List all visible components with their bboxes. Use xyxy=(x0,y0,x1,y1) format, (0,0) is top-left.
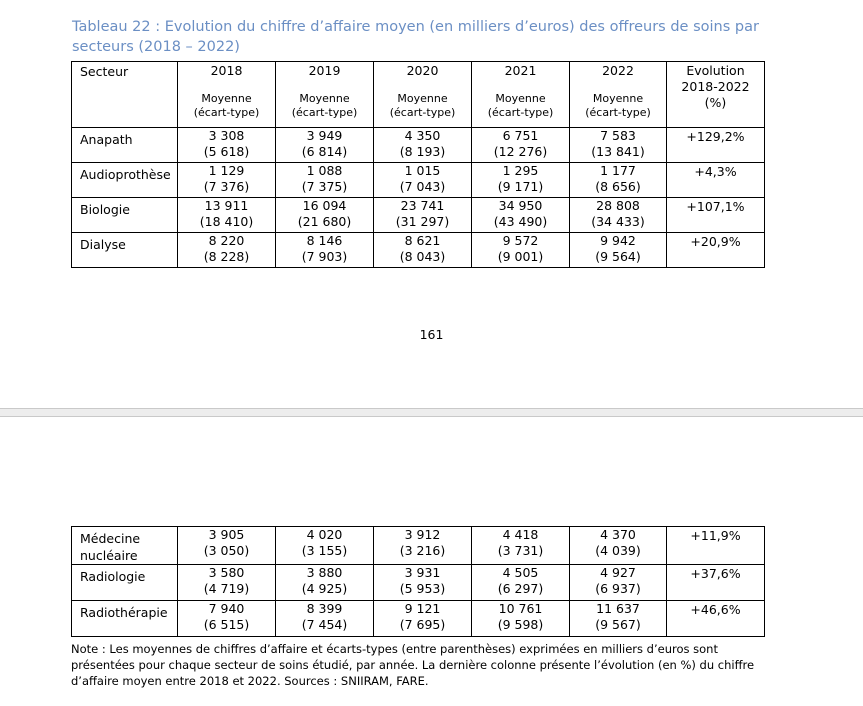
table-header-row xyxy=(72,62,765,128)
value-cell xyxy=(374,128,472,163)
sd-value: (7 695) xyxy=(399,617,446,632)
year-header: 2018 Moyenne (écart-type) xyxy=(178,62,276,128)
evolution-cell: +129,2% xyxy=(667,128,765,163)
sd-value: (3 050) xyxy=(203,543,250,558)
evolution-cell: +46,6% xyxy=(667,601,765,637)
value-cell xyxy=(472,128,570,163)
evolution-cell: +20,9% xyxy=(667,233,765,268)
sd-value: (8 228) xyxy=(203,249,250,264)
sector-header: Secteur xyxy=(72,62,178,128)
year-header: 2022 Moyenne (écart-type) xyxy=(570,62,667,128)
mean-value: 4 370 xyxy=(600,527,636,542)
sector-cell: Médecine nucléaire xyxy=(72,527,178,565)
mean-value: 1 015 xyxy=(404,163,441,178)
table-row xyxy=(72,128,765,163)
value-cell xyxy=(276,163,374,198)
sd-value: (9 564) xyxy=(595,249,641,264)
mean-value: 34 950 xyxy=(498,198,543,213)
mean-value: 8 146 xyxy=(306,233,343,248)
sd-value: (3 731) xyxy=(497,543,544,558)
value-cell xyxy=(374,163,472,198)
value-cell xyxy=(178,527,276,565)
evolution-header: Evolution 2018-2022 (%) xyxy=(667,62,765,128)
mean-value: 9 572 xyxy=(502,233,539,248)
mean-value: 1 177 xyxy=(600,163,636,178)
mean-value: 3 880 xyxy=(306,565,343,580)
value-cell xyxy=(276,601,374,637)
value-cell xyxy=(276,198,374,233)
mean-value: 1 088 xyxy=(306,163,343,178)
value-cell xyxy=(472,163,570,198)
value-cell xyxy=(374,601,472,637)
sector-cell: Anapath xyxy=(72,128,178,163)
value-cell xyxy=(276,233,374,268)
mean-value: 28 808 xyxy=(596,198,640,213)
sd-value: (9 598) xyxy=(497,617,544,632)
mean-value: 1 129 xyxy=(208,163,245,178)
mean-value: 3 912 xyxy=(404,527,441,542)
sector-cell: Dialyse xyxy=(72,233,178,268)
sd-value: (9 567) xyxy=(595,617,641,632)
value-cell xyxy=(472,601,570,637)
value-cell xyxy=(374,565,472,601)
sd-value: (6 515) xyxy=(203,617,250,632)
value-cell xyxy=(472,565,570,601)
sd-value: (4 719) xyxy=(203,581,250,596)
year-header: 2019 Moyenne (écart-type) xyxy=(276,62,374,128)
sector-cell: Biologie xyxy=(72,198,178,233)
sd-value: (18 410) xyxy=(199,214,254,229)
sd-value: (9 001) xyxy=(497,249,544,264)
sd-value: (7 903) xyxy=(301,249,348,264)
sd-value: (6 937) xyxy=(595,581,641,596)
table-title: Tableau 22 : Evolution du chiffre d’affaire moyen (en milliers d’euros) des offreurs de soins par secteurs (2018 – 2022) xyxy=(72,19,759,55)
sd-value: (6 814) xyxy=(301,144,348,159)
mean-value: 4 505 xyxy=(502,565,539,580)
value-cell xyxy=(178,601,276,637)
evolution-cell: +4,3% xyxy=(667,163,765,198)
mean-value: 3 308 xyxy=(208,128,245,143)
mean-value: 4 020 xyxy=(306,527,343,542)
value-cell xyxy=(374,233,472,268)
sd-value: (8 043) xyxy=(399,249,446,264)
sd-value: (4 925) xyxy=(301,581,348,596)
mean-value: 3 905 xyxy=(208,527,245,542)
page-number: 161 xyxy=(419,327,444,342)
sd-value: (13 841) xyxy=(591,144,645,159)
value-cell xyxy=(276,565,374,601)
value-cell xyxy=(178,128,276,163)
mean-value: 8 399 xyxy=(306,601,343,616)
sd-value: (8 656) xyxy=(595,179,641,194)
table-row xyxy=(72,527,765,565)
value-cell xyxy=(570,565,667,601)
value-cell xyxy=(570,601,667,637)
table-note: Note : Les moyennes de chiffres d’affaire et écarts-types (entre parenthèses) exprimées en milliers d’euros sont présentées pour chaque secteur de soins étudié, par année. La dernière colonne présente l’évolution (en %) du chiffre d’affaire moyen entre 2018 et 2022. Sources : SNIIRAM, FARE. xyxy=(71,642,755,688)
value-cell xyxy=(570,198,667,233)
mean-value: 9 942 xyxy=(600,233,636,248)
mean-value: 6 751 xyxy=(502,128,539,143)
value-cell xyxy=(178,198,276,233)
table-row xyxy=(72,233,765,268)
sd-value: (3 216) xyxy=(399,543,446,558)
sd-value: (9 171) xyxy=(497,179,544,194)
mean-value: 16 094 xyxy=(302,198,347,213)
mean-value: 4 350 xyxy=(404,128,441,143)
mean-value: 1 295 xyxy=(502,163,539,178)
sd-value: (7 375) xyxy=(301,179,348,194)
value-cell xyxy=(178,163,276,198)
table-row xyxy=(72,601,765,637)
mean-value: 4 418 xyxy=(502,527,539,542)
evolution-cell: +37,6% xyxy=(667,565,765,601)
mean-value: 10 761 xyxy=(498,601,543,616)
mean-value: 3 580 xyxy=(208,565,245,580)
mean-value: 3 931 xyxy=(404,565,441,580)
sd-value: (4 039) xyxy=(595,543,641,558)
revenue-table-part2 xyxy=(71,526,765,637)
revenue-table-part1 xyxy=(71,61,765,268)
mean-value: 4 927 xyxy=(600,565,636,580)
mean-value: 8 220 xyxy=(208,233,245,248)
table-row xyxy=(72,198,765,233)
year-header: 2021 Moyenne (écart-type) xyxy=(472,62,570,128)
sector-cell: Audioprothèse xyxy=(72,163,178,198)
value-cell xyxy=(472,233,570,268)
sector-cell: Radiologie xyxy=(72,565,178,601)
sd-value: (21 680) xyxy=(297,214,352,229)
sd-value: (5 618) xyxy=(203,144,250,159)
value-cell xyxy=(276,527,374,565)
mean-value: 23 741 xyxy=(400,198,445,213)
mean-value: 7 583 xyxy=(600,128,636,143)
value-cell xyxy=(570,163,667,198)
sd-value: (43 490) xyxy=(493,214,548,229)
table-row xyxy=(72,565,765,601)
sd-value: (12 276) xyxy=(493,144,548,159)
sd-value: (7 454) xyxy=(301,617,348,632)
mean-value: 11 637 xyxy=(596,601,640,616)
sd-value: (34 433) xyxy=(591,214,645,229)
sd-value: (7 043) xyxy=(399,179,446,194)
mean-value: 13 911 xyxy=(204,198,249,213)
value-cell xyxy=(178,565,276,601)
value-cell xyxy=(570,527,667,565)
sd-value: (31 297) xyxy=(395,214,450,229)
table-row xyxy=(72,163,765,198)
sector-cell: Radiothérapie xyxy=(72,601,178,637)
value-cell xyxy=(472,527,570,565)
sd-value: (6 297) xyxy=(497,581,544,596)
value-cell xyxy=(570,233,667,268)
sd-value: (7 376) xyxy=(203,179,250,194)
value-cell xyxy=(374,527,472,565)
page-break-divider xyxy=(0,408,863,417)
sd-value: (5 953) xyxy=(399,581,446,596)
mean-value: 8 621 xyxy=(404,233,441,248)
sd-value: (3 155) xyxy=(301,543,348,558)
value-cell xyxy=(570,128,667,163)
sd-value: (8 193) xyxy=(399,144,446,159)
mean-value: 3 949 xyxy=(306,128,343,143)
year-header: 2020 Moyenne (écart-type) xyxy=(374,62,472,128)
evolution-cell: +107,1% xyxy=(667,198,765,233)
value-cell xyxy=(472,198,570,233)
value-cell xyxy=(374,198,472,233)
evolution-cell: +11,9% xyxy=(667,527,765,565)
value-cell xyxy=(178,233,276,268)
mean-value: 9 121 xyxy=(404,601,441,616)
value-cell xyxy=(276,128,374,163)
mean-value: 7 940 xyxy=(208,601,245,616)
